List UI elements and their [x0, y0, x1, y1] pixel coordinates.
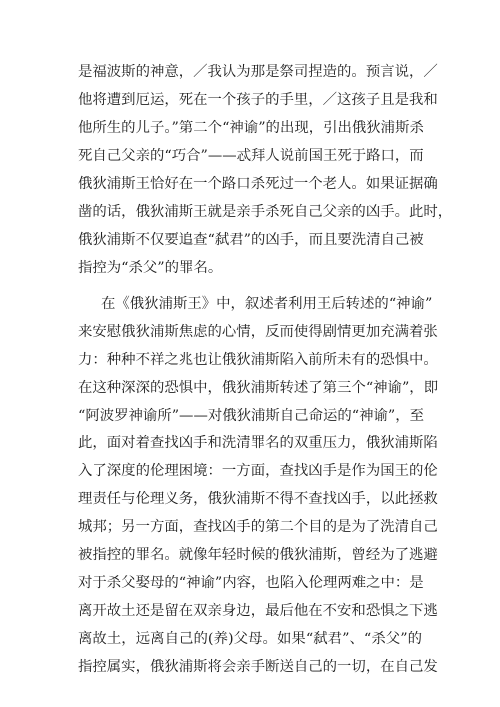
- text-line: 死自己父亲的“巧合”——忒拜人说前国王死于路口，而: [78, 147, 424, 164]
- text-line: 离开故土还是留在双亲身边，最后他在不安和恐惧之下逃: [78, 603, 438, 620]
- text-line: 来安慰俄狄浦斯焦虑的心情，反而使得剧情更加充满着张: [78, 323, 438, 340]
- text-line: 入了深度的伦理困境：一方面，查找凶手是作为国王的伦: [78, 463, 438, 480]
- text-line: 俄狄浦斯不仅要追查“弑君”的凶手，而且要洗清自己被: [78, 231, 424, 248]
- text-line: 是福波斯的神意，／我认为那是祭司捏造的。预言说，／: [78, 64, 438, 80]
- text-line: 在《俄狄浦斯王》中，叙述者利用王后转述的“神谕”: [101, 295, 433, 312]
- text-line: 此，面对着查找凶手和洗清罪名的双重压力，俄狄浦斯陷: [78, 435, 438, 452]
- text-line: 指控为“杀父”的罪名。: [78, 259, 223, 276]
- text-line: 在这种深深的恐惧中，俄狄浦斯转述了第三个“神谕”，即: [78, 379, 439, 396]
- text-line: 俄狄浦斯王恰好在一个路口杀死过一个老人。如果证据确: [78, 175, 438, 192]
- text-line: 指控属实，俄狄浦斯将会亲手断送自己的一切，在自己发: [78, 659, 438, 675]
- text-line: 离故土，远离自己的(养)父母。如果“弑君”、“杀父”的: [78, 631, 422, 648]
- text-line: 被指控的罪名。就像年轻时候的俄狄浦斯，曾经为了逃避: [78, 547, 438, 564]
- text-line: 他将遭到厄运，死在一个孩子的手里，／这孩子且是我和: [78, 92, 438, 108]
- text-line: 对于杀父娶母的“神谕”内容，也陷入伦理两难之中：是: [78, 575, 424, 592]
- text-line: “阿波罗神谕所”——对俄狄浦斯自己命运的“神谕”，至: [78, 407, 425, 424]
- text-line: 力：种种不祥之兆也让俄狄浦斯陷入前所未有的恐惧中。: [78, 351, 438, 368]
- text-line: 凿的话，俄狄浦斯王就是亲手杀死自己父亲的凶手。此时，: [78, 203, 453, 220]
- text-line: 理责任与伦理义务，俄狄浦斯不得不查找凶手，以此拯救: [78, 491, 438, 508]
- text-line: 他所生的儿子。”第二个“神谕”的出现，引出俄狄浦斯杀: [78, 119, 424, 136]
- text-line: 城邦；另一方面，查找凶手的第二个目的是为了洗清自己: [78, 519, 438, 536]
